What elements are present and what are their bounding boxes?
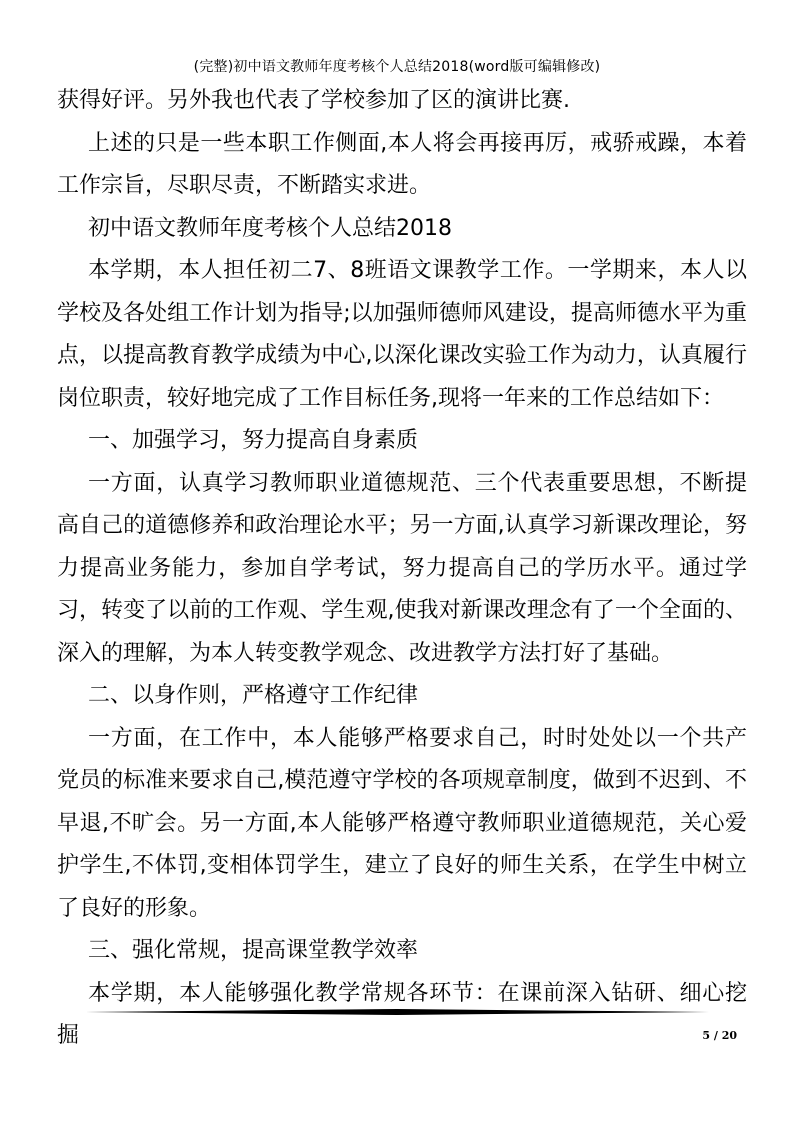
section-title: 初中语文教师年度考核个人总结2018 xyxy=(88,215,452,241)
page-number: 5 / 20 xyxy=(702,1029,737,1042)
footer-divider xyxy=(85,1006,709,1018)
paragraph: 一方面，认真学习教师职业道德规范、三个代表重要思想，不断提高自己的道德修养和政治理论水平；另一方面,认真学习新课改理论，努力提高业务能力，参加自学考试，努力提高自己的学历水平。通过学习，转变了以前的工作观、学生观,使我对新课改理念有了一个全面的、深入的理解，为本人转变教学观念、改进教学方法打好了基础。 xyxy=(57,470,747,666)
paragraph: 上述的只是一些本职工作侧面,本人将会再接再厉，戒骄戒躁，本着工作宗旨，尽职尽责，不断踏实求进。 xyxy=(57,130,747,198)
section-heading: 二、以身作则，严格遵守工作纪律 xyxy=(88,683,419,708)
paragraph: 一方面，在工作中，本人能够严格要求自己，时时处处以一个共产党员的标准来要求自己,模范遵守学校的各项规章制度，做到不迟到、不早退,不旷会。另一方面,本人能够严格遵守教师职业道德规范，关心爱护学生,不体罚,变相体罚学生，建立了良好的师生关系，在学生中树立了良好的形象。 xyxy=(57,725,747,921)
document-body xyxy=(57,80,747,1058)
page-header-title: (完整)初中语文教师年度考核个人总结2018(word版可编辑修改) xyxy=(193,59,601,75)
section-heading: 三、强化常规，提高课堂教学效率 xyxy=(88,938,419,963)
paragraph: 本学期，本人担任初二7、8班语文课教学工作。一学期来，本人以学校及各处组工作计划为指导;以加强师德师风建设，提高师德水平为重点，以提高教育教学成绩为中心,以深化课改实验工作为动力，认真履行岗位职责，较好地完成了工作目标任务,现将一年来的工作总结如下： xyxy=(57,258,747,411)
paragraph: 获得好评。另外我也代表了学校参加了区的演讲比赛. xyxy=(57,88,570,113)
section-heading: 一、加强学习，努力提高自身素质 xyxy=(88,428,419,453)
paragraph: 本学期，本人能够强化教学常规各环节：在课前深入钻研、细心挖掘 xyxy=(57,980,747,1048)
